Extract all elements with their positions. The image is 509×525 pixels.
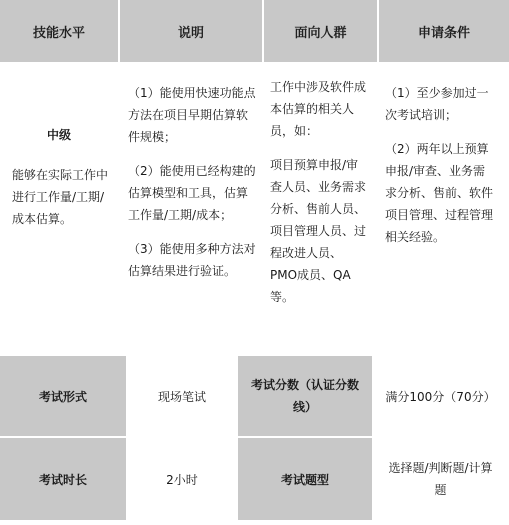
level-desc-line: 成本估算。 — [12, 212, 73, 226]
audience-intro — [270, 76, 366, 142]
audience-cell — [264, 64, 377, 348]
requirement-line: 次考试培训； — [385, 108, 458, 122]
description-line: 工作量/工期/成本； — [128, 208, 233, 222]
audience-line: 等。 — [270, 290, 295, 304]
audience-line: PMO成员、QA — [270, 268, 351, 282]
audience-line: 项目预算申报/审 — [270, 158, 359, 172]
exam-form-label: 考试形式 — [0, 356, 126, 436]
requirement-line: （2）两年以上预算 — [385, 142, 489, 156]
description-line: （2）能使用已经构建的 — [128, 164, 256, 178]
exam-form-value: 现场笔试 — [126, 356, 238, 436]
description-item — [128, 160, 256, 226]
level-desc-line: 能够在实际工作中 — [12, 168, 109, 182]
header-requirements: 申请条件 — [379, 0, 509, 62]
requirement-item — [385, 138, 493, 248]
exam-score-label-line: 线） — [292, 400, 317, 414]
exam-score-value: 满分100分（70分） — [372, 356, 509, 436]
exam-score-label-line: 考试分数（认证分数 — [250, 378, 359, 392]
requirement-line: 相关经验。 — [385, 230, 446, 244]
requirements-cell — [379, 64, 509, 348]
audience-line: 程改进人员、 — [270, 246, 343, 260]
requirement-line: 项目管理、过程管理 — [385, 208, 494, 222]
description-line: （1）能使用快速功能点 — [128, 86, 256, 100]
requirement-line: 求分析、售前、软件 — [385, 186, 494, 200]
audience-line: 分析、售前人员、 — [270, 202, 367, 216]
audience-line: 本估算的相关人 — [270, 102, 355, 116]
requirement-item — [385, 82, 493, 126]
exam-type-value-line: 题 — [434, 483, 447, 497]
exam-score-label — [238, 356, 372, 436]
description-line: 方法在项目早期估算软 — [128, 108, 249, 122]
audience-line: 项目管理人员、过 — [270, 224, 367, 238]
level-cell — [0, 64, 118, 348]
audience-line: 工作中涉及软件成 — [270, 80, 367, 94]
description-line: 件规模； — [128, 130, 177, 144]
audience-line: 查人员、业务需求 — [270, 180, 367, 194]
description-cell — [120, 64, 262, 348]
header-skill-level: 技能水平 — [0, 0, 118, 62]
header-description: 说明 — [120, 0, 262, 62]
requirement-line: （1）至少参加过一 — [385, 86, 489, 100]
description-item — [128, 238, 256, 282]
audience-line: 员，如： — [270, 124, 319, 138]
exam-type-value-line: 选择题/判断题/计算 — [388, 461, 493, 475]
level-title: 中级 — [46, 128, 71, 142]
description-line: （3）能使用多种方法对 — [128, 242, 256, 256]
description-line: 估算结果进行验证。 — [128, 264, 237, 278]
description-item — [128, 82, 256, 148]
audience-list — [270, 154, 366, 308]
exam-type-label: 考试题型 — [238, 438, 372, 520]
requirement-line: 申报/审查、业务需 — [385, 164, 486, 178]
exam-type-value — [372, 438, 509, 520]
header-audience: 面向人群 — [264, 0, 377, 62]
exam-duration-value: 2小时 — [126, 438, 238, 520]
description-line: 估算模型和工具，估算 — [128, 186, 249, 200]
level-desc-line: 进行工作量/工期/ — [12, 190, 105, 204]
level-description — [12, 164, 108, 230]
exam-duration-label: 考试时长 — [0, 438, 126, 520]
